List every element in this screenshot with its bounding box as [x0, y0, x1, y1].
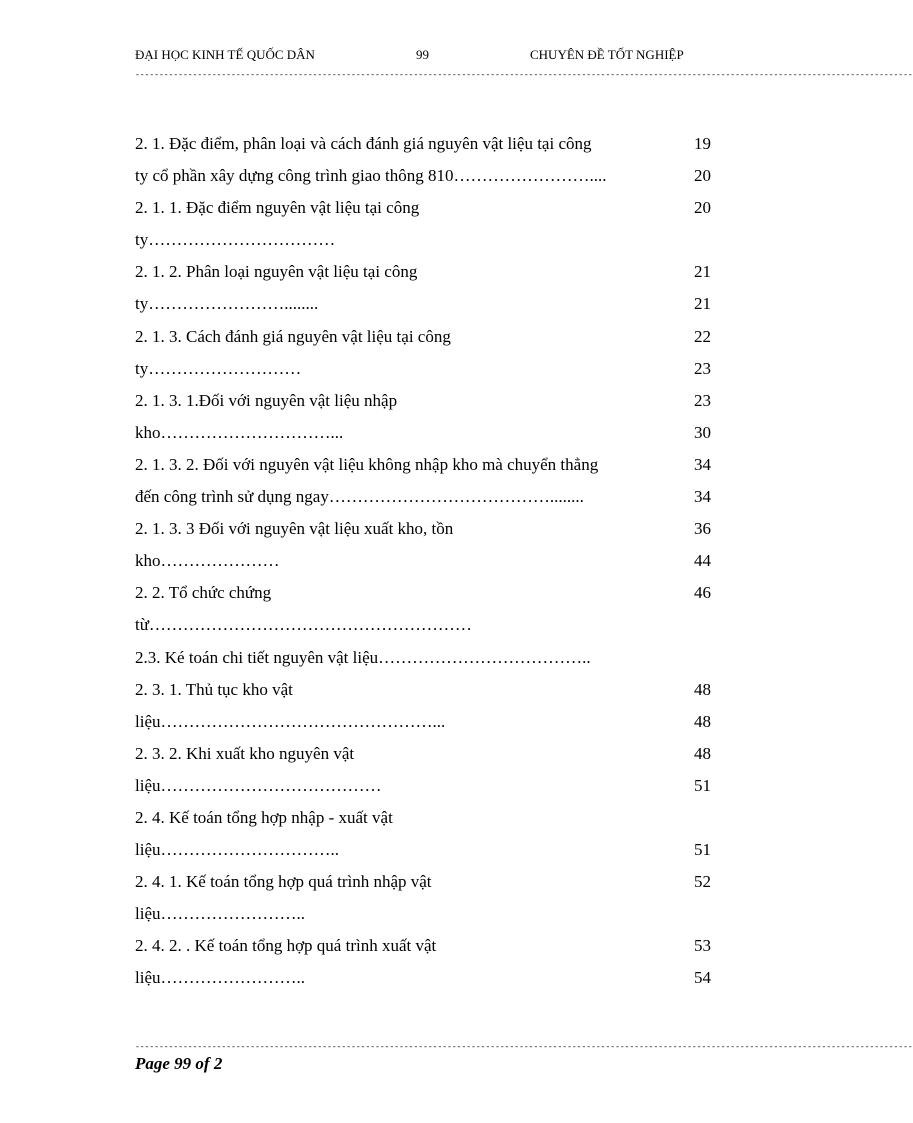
toc-line: [135, 932, 715, 964]
toc-page-number: 19: [694, 134, 711, 153]
footer-page-label: Page 99 of 2: [135, 1054, 223, 1073]
toc-entry-text: 2. 4. 1. Kế toán tổng hợp quá trình nhập vật: [135, 872, 432, 892]
toc-page-number: 48: [694, 711, 711, 731]
toc-entry-text: 2. 3. 2. Khi xuất kho nguyên vật: [135, 743, 355, 763]
toc-entry-text: 2. 1. 3. 2. Đối với nguyên vật liệu không nhập kho mà chuyển thẳng: [135, 454, 599, 474]
toc-page-number: 48: [694, 743, 711, 763]
toc-page-number: 21: [694, 294, 711, 314]
toc-entry-text: 2. 1. 3. Cách đánh giá nguyên vật liệu tại công: [135, 326, 451, 346]
toc-line: [135, 130, 715, 162]
toc-entry-text: 2. 1. Đặc điểm, phân loại và cách đánh giá nguyên vật liệu tại công: [135, 134, 592, 153]
toc-page-number: 22: [694, 326, 711, 346]
toc-line: [135, 804, 715, 836]
toc-entry-text: kho…………………………...: [135, 422, 344, 442]
toc-page-number: 44: [694, 551, 711, 571]
page-header: [135, 47, 735, 65]
toc-entry-text: 2. 4. 2. . Kế toán tổng hợp quá trình xuất vật: [135, 936, 437, 956]
toc-line: [135, 258, 715, 290]
toc-line: [135, 323, 715, 355]
toc-line: [135, 355, 715, 387]
toc-page-number: 53: [694, 936, 711, 956]
toc-page-number: 34: [694, 454, 711, 474]
toc-entry-text: liệu…………………………………………...: [135, 711, 446, 731]
header-page-number: 99: [416, 47, 429, 62]
toc-line: [135, 547, 715, 579]
toc-line: [135, 162, 715, 194]
toc-entry-text: liệu……………………..: [135, 968, 305, 988]
toc-entry-text: liệu…………………………..: [135, 840, 339, 860]
toc-entry-text: ty………………………: [135, 358, 302, 378]
toc-page-number: 52: [694, 872, 711, 892]
toc-line: [135, 611, 715, 643]
header-document-type: CHUYÊN ĐỀ TỐT NGHIỆP: [530, 47, 684, 62]
toc-page-number: 23: [694, 358, 711, 378]
toc-entry-text: 2. 1. 3. 3 Đối với nguyên vật liệu xuất kho, tồn: [135, 519, 454, 539]
toc-page-number: 46: [694, 583, 711, 603]
toc-line: [135, 419, 715, 451]
toc-line: [135, 644, 715, 676]
toc-line: [135, 226, 715, 258]
toc-line: [135, 194, 715, 226]
toc-page-number: 51: [694, 840, 711, 860]
toc-line: [135, 836, 715, 868]
toc-line: [135, 740, 715, 772]
toc-page-number: 30: [694, 422, 711, 442]
toc-page-number: 34: [694, 487, 711, 507]
toc-page-number: 21: [694, 262, 711, 282]
toc-line: [135, 868, 715, 900]
toc-entry-text: đến công trình sử dụng ngay…………………………………........: [135, 487, 584, 507]
toc-entry-text: kho…………………: [135, 551, 280, 571]
toc-entry-text: liệu……………………..: [135, 904, 305, 924]
toc-line: [135, 676, 715, 708]
toc-line: [135, 708, 715, 740]
toc-line: [135, 483, 715, 515]
toc-line: [135, 900, 715, 932]
footer-divider: ------------------------------------------------------------------------------------------------------------------------------------------------------------------: [135, 1043, 913, 1052]
toc-page-number: 20: [694, 166, 711, 186]
toc-page-number: 54: [694, 968, 711, 988]
toc-page-number: 23: [694, 390, 711, 410]
toc-entry-text: từ…………………………………………………: [135, 615, 472, 635]
toc-entry-text: ty……………………………: [135, 230, 336, 250]
toc-entry-text: 2. 1. 1. Đặc điểm nguyên vật liệu tại công: [135, 198, 420, 218]
toc-page-number: 48: [694, 679, 711, 699]
toc-entry-text: 2. 2. Tổ chức chứng: [135, 583, 272, 603]
toc-entry-text: 2. 1. 3. 1.Đối với nguyên vật liệu nhập: [135, 390, 398, 410]
toc-line: [135, 451, 715, 483]
toc-entry-text: ty cổ phần xây dựng công trình giao thông 810……………………....: [135, 166, 607, 186]
toc-entry-text: 2. 1. 2. Phân loại nguyên vật liệu tại công: [135, 262, 418, 282]
toc-line: [135, 515, 715, 547]
table-of-contents: [135, 130, 715, 997]
toc-entry-text: 2. 3. 1. Thủ tục kho vật: [135, 679, 293, 699]
header-university: ĐẠI HỌC KINH TẾ QUỐC DÂN: [135, 47, 315, 62]
header-divider: ------------------------------------------------------------------------------------------------------------------------------------------------------------------: [135, 71, 913, 80]
toc-page-number: 20: [694, 198, 711, 218]
toc-entry-text: 2.3. Ké toán chi tiết nguyên vật liệu………………………………..: [135, 647, 591, 667]
toc-entry-text: 2. 4. Kế toán tổng hợp nhập - xuất vật: [135, 807, 393, 827]
toc-line: [135, 387, 715, 419]
toc-entry-text: ty……………………........: [135, 294, 319, 314]
toc-page-number: 51: [694, 775, 711, 795]
toc-line: [135, 964, 715, 996]
toc-line: [135, 579, 715, 611]
toc-line: [135, 290, 715, 322]
toc-line: [135, 772, 715, 804]
toc-entry-text: liệu…………………………………: [135, 775, 382, 795]
toc-page-number: 36: [694, 519, 711, 539]
